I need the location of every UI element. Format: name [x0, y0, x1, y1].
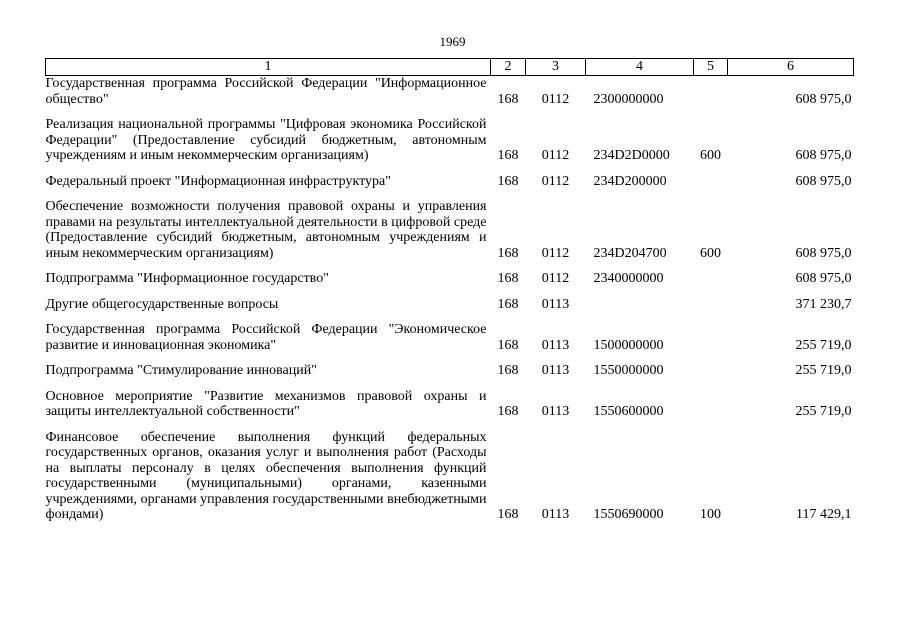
row-ministry-code: 168: [497, 245, 519, 261]
row-ministry-code: 168: [497, 404, 519, 419]
row-expense-type: [694, 271, 728, 287]
table-row: [46, 199, 854, 261]
header-col-3: 3: [526, 59, 586, 76]
row-expense-type: [694, 322, 728, 353]
header-col-6: 6: [728, 59, 854, 76]
row-name: Подпрограмма "Информационное государство": [45, 271, 329, 286]
row-target-code: 1550600000: [593, 404, 664, 419]
table-row: [46, 389, 854, 420]
header-col-1: 1: [46, 59, 491, 76]
header-col-2: 2: [491, 59, 526, 76]
row-amount: 608 975,0: [795, 271, 852, 286]
row-ministry-code: 168: [497, 363, 519, 378]
row-name: Финансовое обеспечение выполнения функций федеральных государственных органов, оказания услуг и выполнения работ (Расходы на выплаты персоналу в целях обеспечения выполнения функций государственными (муниципальными) органами, казенными учреждениями, органами управления государственными внебюджетными фондами): [45, 429, 487, 522]
row-amount: 371 230,7: [795, 296, 852, 312]
row-ministry-code: 168: [497, 507, 519, 522]
row-section-code: 0113: [541, 363, 570, 378]
row-target-code: 2340000000: [593, 271, 664, 286]
row-expense-type: 600: [700, 148, 721, 163]
row-amount: 255 719,0: [795, 404, 852, 419]
page-number: 1969: [439, 34, 466, 49]
table-row: [46, 271, 854, 287]
row-section-code: 0112: [541, 271, 570, 286]
row-amount: 117 429,1: [796, 507, 852, 522]
row-name: Другие общегосударственные вопросы: [45, 296, 279, 312]
header-col-5: 5: [694, 59, 728, 76]
row-section-code: 0113: [541, 404, 570, 419]
row-name: Государственная программа Российской Федерации "Информационное общество": [45, 76, 487, 107]
row-section-code: 0112: [541, 173, 570, 189]
row-target-code: 1500000000: [593, 337, 664, 353]
row-target-code: 234D2D0000: [593, 148, 670, 163]
row-expense-type: 100: [700, 507, 721, 522]
row-expense-type: [694, 363, 728, 379]
row-ministry-code: 168: [497, 296, 519, 312]
table-row: [46, 117, 854, 164]
row-ministry-code: 168: [497, 337, 519, 353]
row-expense-type: [694, 297, 728, 313]
row-name: Основное мероприятие "Развитие механизмов правовой охраны и защиты интеллектуальной собственности": [45, 388, 487, 419]
row-ministry-code: 168: [497, 271, 519, 286]
table-row: [46, 322, 854, 353]
table-header: [46, 59, 854, 76]
row-section-code: 0113: [541, 296, 570, 312]
row-name: Обеспечение возможности получения правовой охраны и управления правами на результаты интеллектуальной деятельности в цифровой среде (Предоставление субсидий бюджетным, автономным учреждениям и иным некоммерческим организациям): [45, 199, 487, 261]
row-ministry-code: 168: [497, 148, 519, 163]
row-ministry-code: 168: [497, 173, 519, 189]
row-amount: 608 975,0: [795, 173, 852, 189]
table-row: [46, 430, 854, 523]
row-target-code: 1550000000: [593, 363, 664, 378]
row-amount: 608 975,0: [795, 91, 852, 107]
row-section-code: 0112: [541, 148, 570, 163]
row-name: Реализация национальной программы "Цифровая экономика Российской Федерации" (Предоставление субсидий бюджетным, автономным учреждениям и иным некоммерческим организациям): [45, 117, 487, 163]
table-row: [46, 174, 854, 190]
row-target-code: 234D200000: [593, 173, 667, 189]
row-target-code: 1550690000: [593, 507, 664, 522]
row-expense-type: [694, 389, 728, 420]
row-section-code: 0113: [541, 507, 570, 522]
row-expense-type: 600: [700, 245, 721, 261]
table-row: [46, 76, 854, 108]
row-name: Федеральный проект "Информационная инфраструктура": [45, 173, 391, 189]
row-section-code: 0112: [541, 91, 570, 107]
row-amount: 608 975,0: [795, 148, 852, 163]
row-amount: 255 719,0: [795, 337, 852, 353]
row-expense-type: [694, 76, 728, 108]
budget-table: [45, 58, 854, 523]
table-row: [46, 297, 854, 313]
row-section-code: 0112: [541, 245, 570, 261]
row-name: Государственная программа Российской Федерации "Экономическое развитие и инновационная экономика": [45, 322, 487, 353]
row-target-code: 234D204700: [593, 245, 667, 261]
row-target-code: 2300000000: [593, 91, 664, 107]
row-target-code: [586, 297, 694, 313]
row-ministry-code: 168: [497, 91, 519, 107]
row-amount: 608 975,0: [795, 245, 852, 261]
row-section-code: 0113: [541, 337, 570, 353]
row-amount: 255 719,0: [795, 363, 852, 378]
header-col-4: 4: [586, 59, 694, 76]
table-row: [46, 363, 854, 379]
row-name: Подпрограмма "Стимулирование инноваций": [45, 363, 317, 378]
row-expense-type: [694, 174, 728, 190]
